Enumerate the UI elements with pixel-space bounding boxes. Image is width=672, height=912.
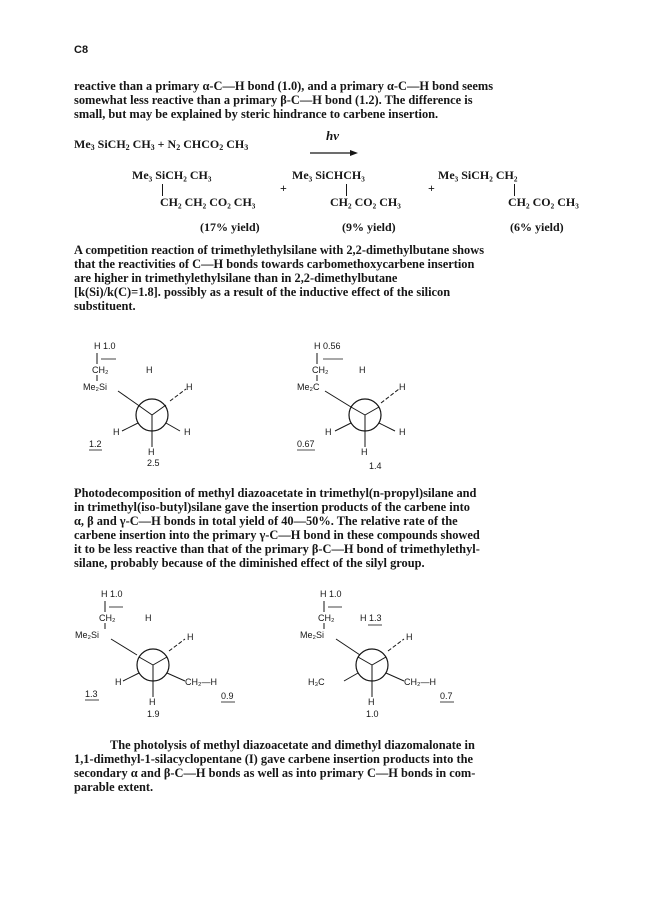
text-line: secondary α and β-C—H bonds as well as into primary C—H bonds in com- [74,766,476,780]
text-line: reactive than a primary α-C—H bond (1.0), and a primary α-C—H bond seems [74,79,494,93]
value-label: 0.67 [297,439,315,449]
text-line: carbene insertion into the primary γ-C—H bond in these compounds showed [74,528,480,542]
product-2-top: Me₃ SiCHCH₃ [292,168,365,182]
page-number: C8 [74,44,89,56]
text-line: 1,1-dimethyl-1-silacyclopentane (I) gave carbene insertion products into the [74,752,473,766]
yield-2: (9% yield) [342,220,396,234]
value-label: 1.9 [147,709,160,719]
product-3-bottom: CH₂ CO₂ CH₃ [508,195,579,209]
h-top-label: H 0.56 [314,341,341,351]
h-label: H [146,365,153,375]
product-3-top: Me₃ SiCH₂ CH₂ [438,168,518,182]
subscript: 3 [90,143,95,152]
text-line: parable extent. [74,780,154,794]
reagent-ch: CH [226,137,245,151]
h-label: H [186,382,193,392]
newman-projection-2-left [75,585,275,720]
text-line: Photodecomposition of methyl diazoacetate in trimethyl(n-propyl)silane and [74,486,477,500]
text-line: substituent. [74,299,136,313]
reaction-equation [74,137,248,152]
h-label: H [184,427,191,437]
product-1-top: Me₃ SiCH₂ CH₃ [132,168,212,182]
h-label: H 1.3 [360,613,382,623]
paragraph-2 [74,243,484,313]
text-line: [k(Si)/k(C)=1.8]. possibly as a result of the inductive effect of the silicon [74,285,451,299]
h-label: H [368,697,375,707]
ch2-h-label: CH₂—H [404,677,436,687]
subscript: 3 [244,143,249,152]
h-label: H [325,427,332,437]
ch2-label: CH₂ [312,365,329,375]
text-line: in trimethyl(iso-butyl)silane gave the insertion products of the carbene into [74,500,470,514]
newman-projection-2-right [300,585,500,720]
value-label: 1.4 [369,461,382,471]
h-label: H [359,365,366,375]
subscript: 2 [219,143,224,152]
paragraph-3 [74,486,480,570]
h-label: H [148,447,155,457]
value-label: 2.5 [147,458,160,467]
reagent-n: N [167,137,177,151]
text-line: silane, probably because of the diminished effect of the silyl group. [74,556,425,570]
reactant-ch: CH [132,137,151,151]
h-label: H [399,427,406,437]
text-line: small, but may be explained by steric hindrance to carbene insertion. [74,107,439,121]
h-label: H [187,632,194,642]
value-label: 1.0 [366,709,379,719]
h-top-label: H 1.0 [101,589,123,599]
h-label: H [361,447,368,457]
reaction-condition: hν [326,128,339,143]
me2si-label: Me₂Si [300,630,324,640]
text-line: it to be less reactive than that of the primary β-C—H bond of trimethylethyl- [74,542,480,556]
ch2-label: CH₂ [318,613,335,623]
h-label: H [149,697,156,707]
product-2-bottom: CH₂ CO₂ CH₃ [330,195,401,209]
h-top-label: H 1.0 [320,589,342,599]
subscript: 2 [176,143,181,152]
yield-1: (17% yield) [200,220,260,234]
reactant-me: Me [74,137,91,151]
newman-projection-1-right [287,337,437,472]
product-1-bottom: CH₂ CH₂ CO₂ CH₃ [160,195,256,209]
me2si-label: Me₂Si [75,630,99,640]
ch2-label: CH₂ [92,365,109,375]
h-label: H [399,382,406,392]
text-line: The photolysis of methyl diazoacetate and dimethyl diazomalonate in [110,738,475,752]
reactant-sich: SiCH [97,137,126,151]
text-line: α, β and γ-C—H bonds in total yield of 40—50%. The relative rate of the [74,514,458,528]
me2si-label: Me₂Si [83,382,107,392]
text-line: A competition reaction of trimethylethylsilane with 2,2-dimethylbutane shows [74,243,485,257]
paragraph-1 [74,79,493,121]
value-label: 0.7 [440,691,453,701]
ch2-h-label: CH₂—H [185,677,217,687]
h-label: H [113,427,120,437]
newman-projection-1-left [80,337,230,467]
text-line: that the reactivities of C—H bonds towards carbomethoxycarbene insertion [74,257,475,271]
value-label: 0.9 [221,691,234,701]
subscript: 3 [150,143,155,152]
h-top-label: H 1.0 [94,341,116,351]
reaction-arrow-icon [310,144,358,152]
ch2-label: CH₂ [99,613,116,623]
h-label: H [406,632,413,642]
me2c-label: Me₂C [297,382,320,392]
value-label: 1.2 [89,439,102,449]
yield-3: (6% yield) [510,220,564,234]
value-label: 1.3 [85,689,98,699]
text-line: are higher in trimethylethylsilane than in 2,2-dimethylbutane [74,271,398,285]
h3c-label: H₃C [308,677,325,687]
reagent-chco: CHCO [183,137,220,151]
h-label: H [145,613,152,623]
plus-sign: + [280,181,287,195]
plus-sign: + [157,137,165,151]
h-label: H [115,677,122,687]
paragraph-4 [74,738,475,794]
plus-sign: + [428,181,435,195]
subscript: 2 [125,143,130,152]
text-line: somewhat less reactive than a primary β-C—H bond (1.2). The difference is [74,93,473,107]
